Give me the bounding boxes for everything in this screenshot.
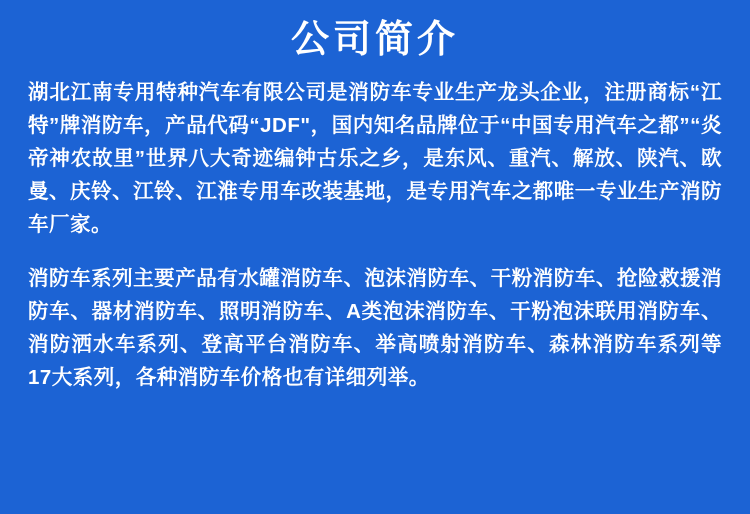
- paragraph-intro: 湖北江南专用特种汽车有限公司是消防车专业生产龙头企业，注册商标“江特”牌消防车，产品代码“JDF"，国内知名品牌位于“中国专用汽车之都”“炎帝神农故里”世界八大奇迹编钟古乐之乡，是东风、重汽、解放、陕汽、欧曼、庆铃、江铃、江淮专用车改装基地，是专用汽车之都唯一专业生产消防车厂家。: [28, 80, 722, 237]
- page-title: 公司简介: [290, 19, 459, 61]
- company-profile-text: [16, 76, 734, 395]
- paragraph-products: 消防车系列主要产品有水罐消防车、泡沫消防车、干粉消防车、抢险救援消防车、器材消防车、照明消防车、A类泡沫消防车、干粉泡沫联用消防车、消防洒水车系列、登高平台消防车、举高喷射消防车、森林消防车系列等17大系列，各种消防车价格也有详细列举。: [28, 266, 722, 390]
